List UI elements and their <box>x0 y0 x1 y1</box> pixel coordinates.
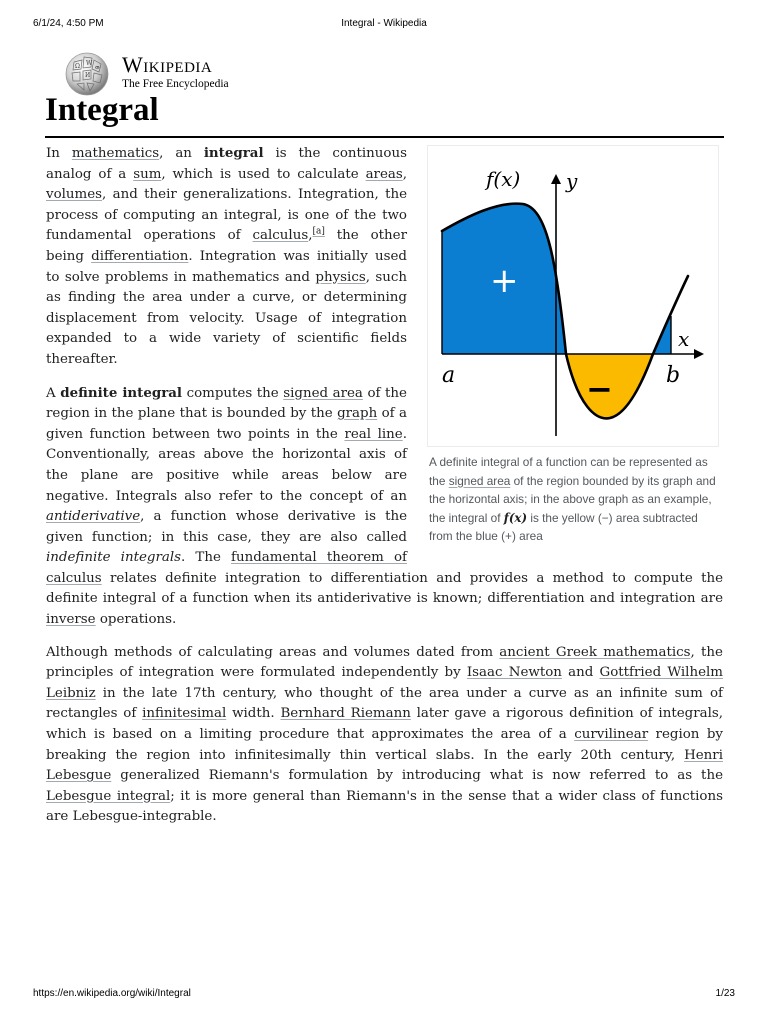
wikipedia-globe-icon <box>62 48 112 98</box>
figure-definite-integral <box>427 143 723 546</box>
label-fx: f(x) <box>486 167 521 191</box>
page-title: Integral <box>45 92 159 128</box>
svg-text:И: И <box>85 72 91 79</box>
wikipedia-logo[interactable] <box>62 48 262 96</box>
text: is the continuous analog of a <box>46 146 407 182</box>
text: the other being <box>46 228 407 264</box>
figure-caption <box>427 447 723 546</box>
link-leibniz[interactable]: Gottfried Wilhelm Leibniz <box>46 665 723 701</box>
logo-tagline: The Free Encyclopedia <box>122 78 229 90</box>
term-definite-integral: definite integral <box>60 384 183 401</box>
text: , <box>402 166 408 182</box>
link-real-line[interactable]: real line <box>344 426 403 442</box>
text: , <box>308 228 313 244</box>
link-physics[interactable]: physics <box>315 269 366 285</box>
link-inverse[interactable]: inverse <box>46 612 96 628</box>
text: , and their generalizations. Integration, the process of computing an integral, is one of the two fundamental operations of <box>46 187 407 244</box>
link-henri-lebesgue[interactable]: Henri Lebesgue <box>46 747 723 784</box>
print-page-title: Integral - Wikipedia <box>341 18 427 29</box>
link-infinitesimal[interactable]: infinitesimal <box>142 706 227 722</box>
text: of the region in the plane that is bounded by the <box>46 385 407 422</box>
text: computes the <box>182 385 284 401</box>
caption-text: is the yellow (−) area subtracted from the blue (+) area <box>429 510 698 543</box>
text: width. <box>226 706 281 722</box>
figure-image-frame[interactable] <box>427 145 719 447</box>
text: Although methods of calculating areas and volumes dated from <box>46 644 500 660</box>
label-b: b <box>666 363 681 388</box>
print-datetime: 6/1/24, 4:50 PM <box>33 18 104 29</box>
caption-link-signed-area[interactable]: signed area <box>448 473 511 488</box>
text: region by breaking the region into infinitesimally thin vertical slabs. In the early 20th century, <box>46 727 723 763</box>
link-sum[interactable]: sum <box>133 166 162 182</box>
print-url: https://en.wikipedia.org/wiki/Integral <box>33 988 191 999</box>
link-volumes[interactable]: volumes <box>46 187 103 203</box>
print-footer <box>33 988 735 1002</box>
svg-text:W: W <box>86 60 93 67</box>
footnote-a-link[interactable]: [a] <box>312 226 325 237</box>
print-header <box>33 18 735 32</box>
text: in the late 17th century, who thought of the area under a curve as an infinite sum of rectangles of <box>46 685 723 722</box>
text: , a function whose derivative is the given function; in this case, they are also called <box>46 509 407 545</box>
term-integral: integral <box>203 145 264 161</box>
label-y: y <box>566 169 578 193</box>
article-body <box>46 143 723 840</box>
caption-text: of the region bounded by its graph and the horizontal axis; in the above graph as an example, the integral of <box>429 473 716 525</box>
link-bernhard-riemann[interactable]: Bernhard Riemann <box>280 706 411 722</box>
link-isaac-newton[interactable]: Isaac Newton <box>466 665 562 681</box>
text: ; it is more general than Riemann's in the sense that a wider class of functions are Lebesgue-integrable. <box>46 788 723 825</box>
text: , an <box>159 146 204 161</box>
logo-wordmark: Wikipedia <box>122 52 213 77</box>
link-signed-area[interactable]: signed area <box>283 385 363 401</box>
term-indefinite-integrals: indefinite integrals <box>46 550 182 566</box>
link-lebesgue-integral[interactable]: Lebesgue integral <box>46 788 171 804</box>
link-mathematics[interactable]: mathematics <box>71 146 160 161</box>
caption-math-fx: f(x) <box>503 510 528 525</box>
text: , which is used to calculate <box>161 166 366 182</box>
text: of a given function between two points in the <box>46 406 407 442</box>
text: operations. <box>95 612 177 628</box>
text: later gave a rigorous definition of integrals, which is based on a limiting procedure that approximates the area of a <box>46 706 723 743</box>
link-curvilinear[interactable]: curvilinear <box>574 727 649 743</box>
text: and <box>561 665 600 681</box>
link-ancient-greek-mathematics[interactable]: ancient Greek mathematics <box>499 644 691 660</box>
link-graph[interactable]: graph <box>337 406 378 422</box>
label-x: x <box>678 327 690 351</box>
label-a: a <box>442 363 456 388</box>
text: generalized Riemann's formulation by introducing what is now referred to as the <box>111 768 723 784</box>
text: , the principles of integration were formulated independently by <box>46 644 723 681</box>
print-page-number: 1/23 <box>715 988 735 999</box>
text: . The <box>181 550 232 566</box>
caption-text: A definite integral of a function can be represented as the <box>429 455 708 488</box>
definite-integral-graph <box>428 146 718 446</box>
text: relates definite integration to differentiation and provides a method to compute the definite integral of a function when its antiderivative is known; differentiation and integration are <box>46 570 723 607</box>
link-areas[interactable]: areas <box>365 166 403 182</box>
text: A <box>46 385 61 401</box>
link-differentiation[interactable]: differentiation <box>91 248 189 264</box>
text: In <box>46 146 72 161</box>
link-fundamental-theorem[interactable]: fundamental theorem of calculus <box>46 550 407 586</box>
svg-text:ው: ው <box>95 64 101 71</box>
label-plus: + <box>490 261 519 301</box>
link-calculus[interactable]: calculus <box>252 228 309 244</box>
title-divider <box>45 136 724 138</box>
svg-text:Ω: Ω <box>75 63 80 70</box>
paragraph-history <box>46 643 723 828</box>
text: . Integration was initially used to solve problems in mathematics and <box>46 248 407 285</box>
x-axis-arrowhead <box>694 349 704 359</box>
text: , such as finding the area under a curve, or determining displacement from velocity. Usage of integration expanded to a wide variety of scientific fields thereafter. <box>46 269 408 367</box>
text: . Conventionally, areas above the horizontal axis of the plane are positive while areas below are negative. Integrals also refer to the concept of an <box>46 426 407 504</box>
label-minus: − <box>586 370 613 408</box>
y-axis-arrowhead <box>551 174 561 184</box>
link-antiderivative[interactable]: antiderivative <box>46 509 141 525</box>
